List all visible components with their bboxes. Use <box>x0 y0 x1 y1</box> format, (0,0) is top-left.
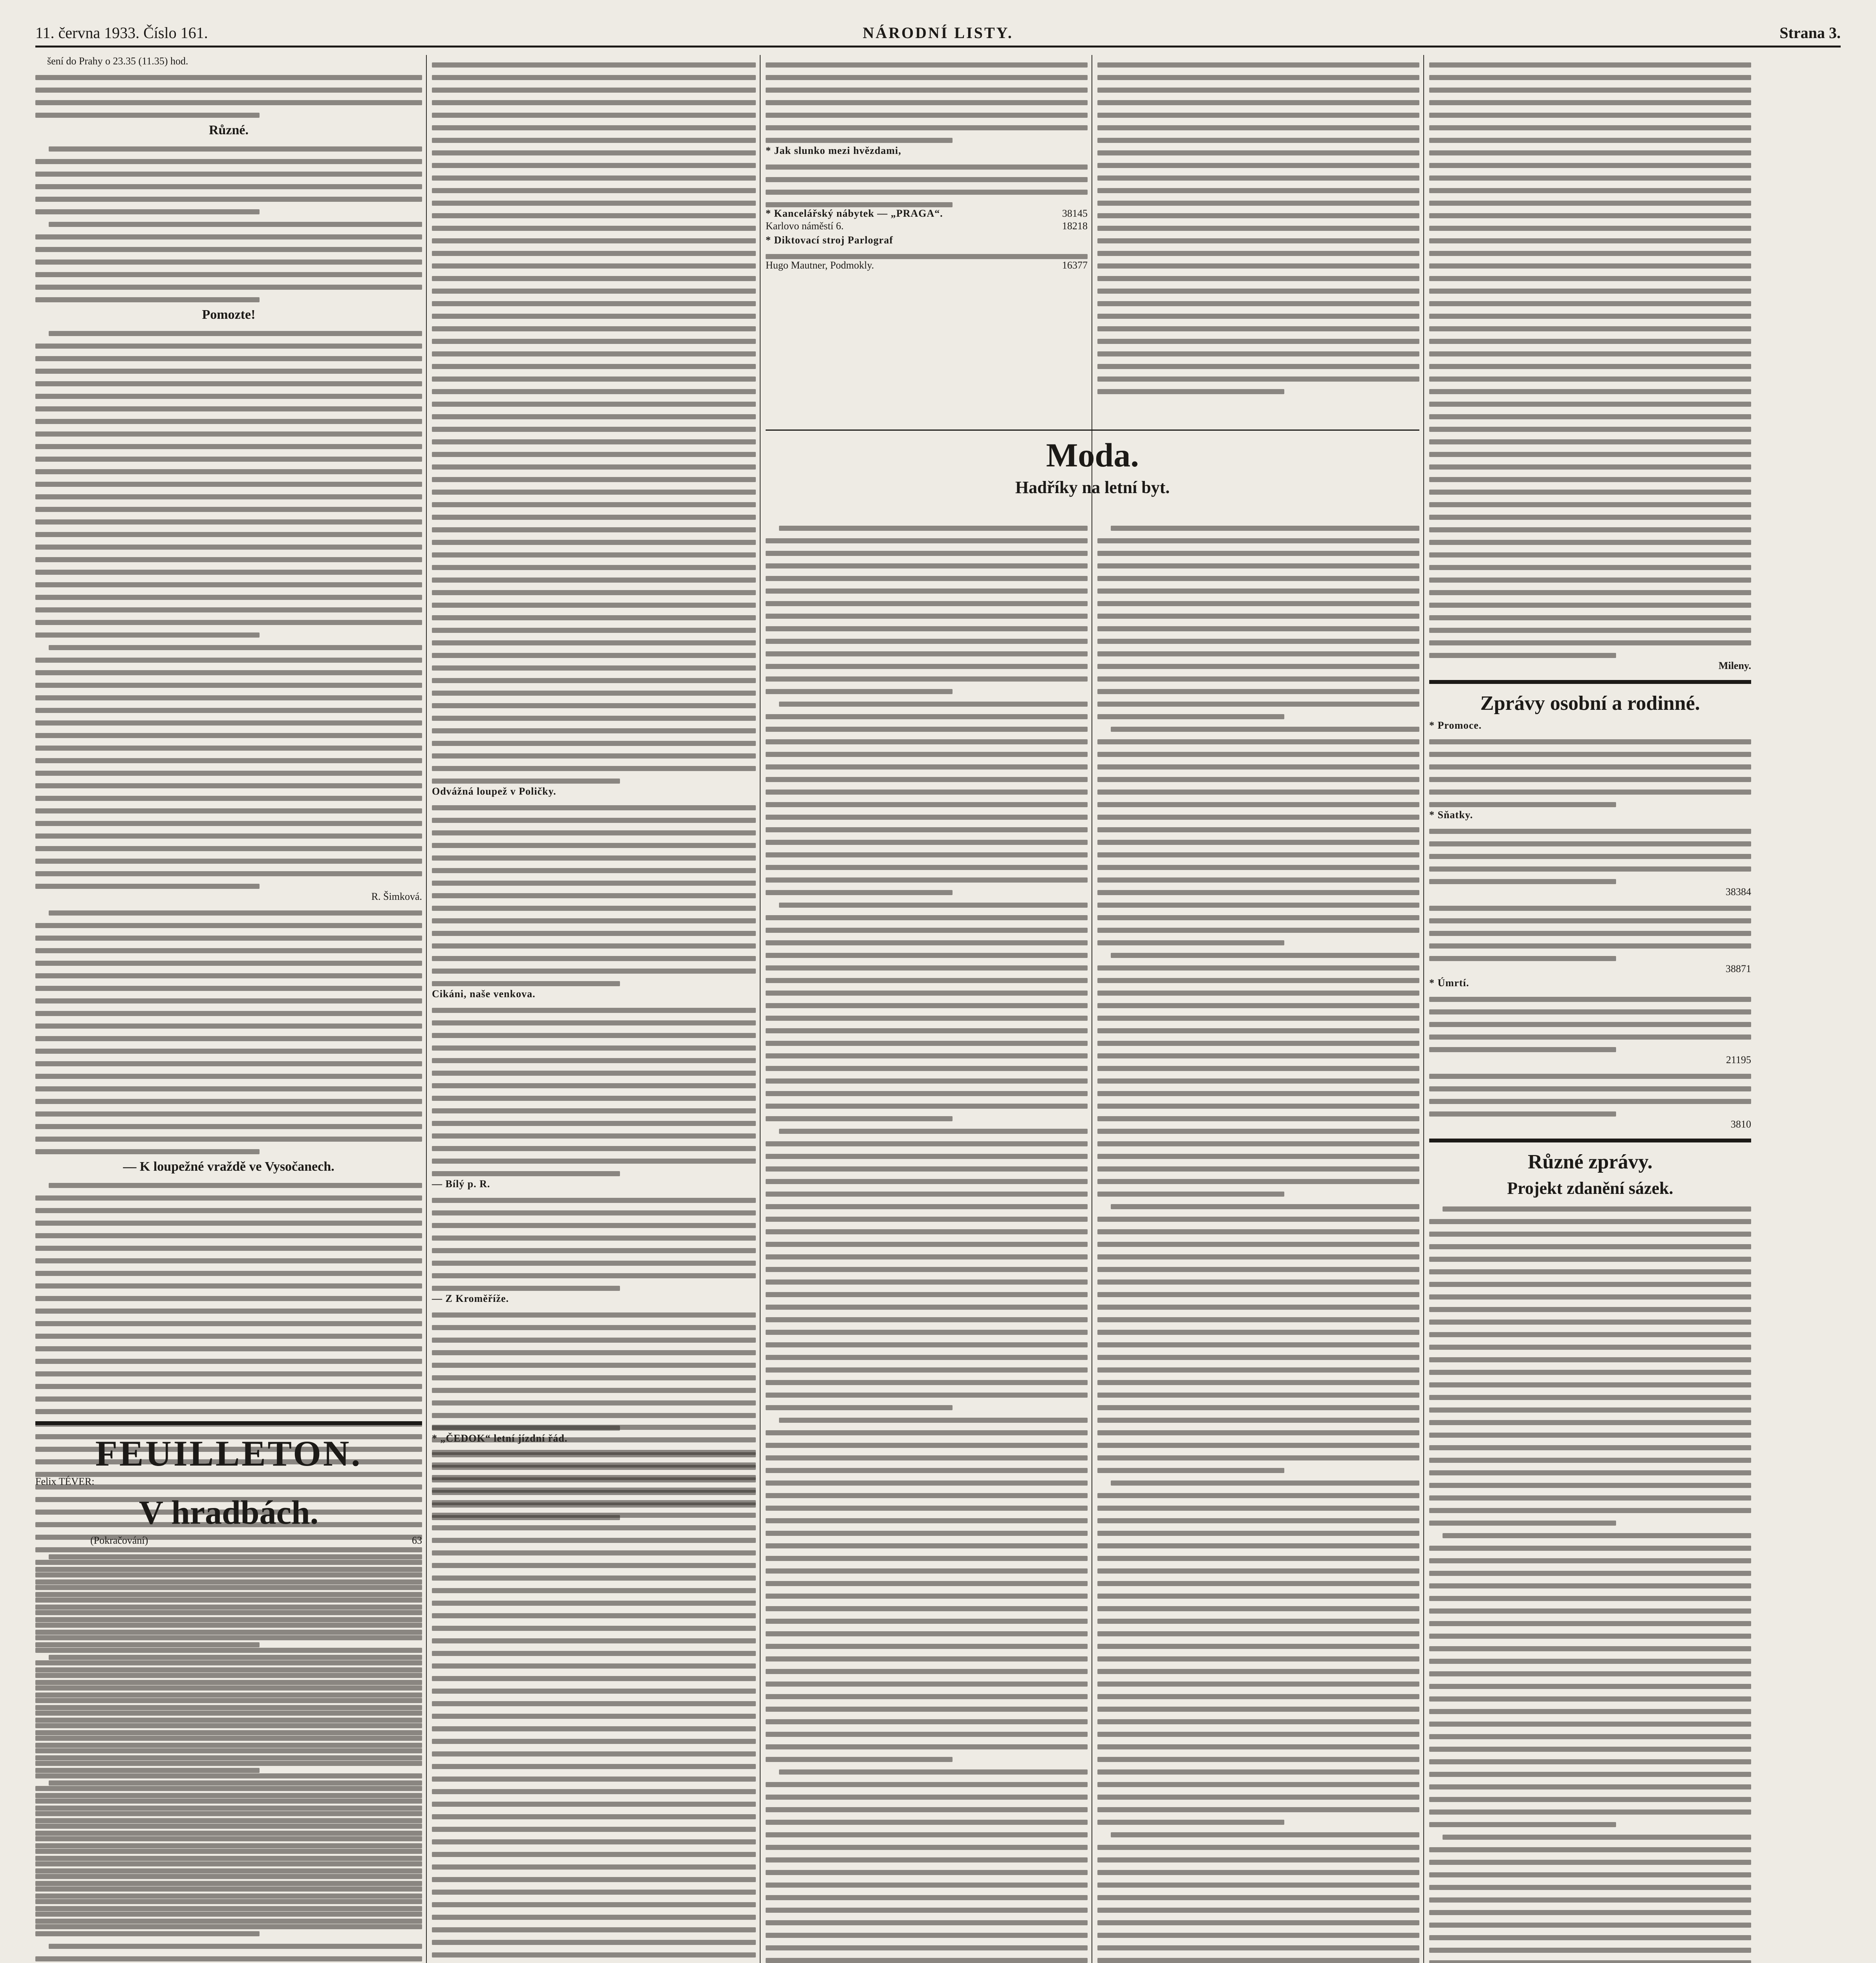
column-2 <box>432 55 756 1406</box>
text-block <box>432 1008 756 1176</box>
notice-number: 38871 <box>1726 963 1751 974</box>
issue-date: 11. června 1933. Číslo 161. <box>35 24 208 42</box>
column-4-top <box>1097 55 1419 420</box>
feuilleton-author: Felix TÉVER: <box>35 1476 95 1487</box>
text-block <box>432 62 756 784</box>
column-3-top <box>766 55 1088 420</box>
text-block <box>35 146 422 302</box>
article-intro: šení do Prahy o 23.35 (11.35) hod. <box>47 55 188 67</box>
section-heading-moda: Moda. <box>1046 436 1139 474</box>
section-heading-odvazna: Odvážná loupež v Poličky. <box>432 786 556 797</box>
subheading-promoce: * Promoce. <box>1429 720 1482 731</box>
column-1 <box>35 55 422 1409</box>
text-block <box>1097 62 1419 394</box>
signature: R. Šimková. <box>371 891 422 902</box>
subheading-umrti: * Úmrtí. <box>1429 977 1469 989</box>
notice-number: 21195 <box>1726 1054 1751 1066</box>
text-block <box>1429 829 1751 884</box>
section-heading-ruzne: Různé. <box>208 123 249 137</box>
text-block <box>432 1312 756 1431</box>
text-block <box>432 805 756 986</box>
divider <box>35 1421 422 1425</box>
column-4 <box>1097 518 1419 1963</box>
text-block <box>1429 906 1751 961</box>
ad-parlograf: * Diktovací stroj Parlograf <box>766 234 893 246</box>
text-block <box>35 1554 422 1963</box>
column-rule <box>426 55 427 1963</box>
notice-number: 38384 <box>1726 886 1751 897</box>
text-block <box>432 1425 756 1963</box>
section-heading-zpravy: Zprávy osobní a rodinné. <box>1480 692 1700 715</box>
feuilleton-chapter: 63 <box>412 1535 422 1546</box>
text-block <box>1429 62 1751 658</box>
section-heading-loupezne: — K loupežné vraždě ve Vysočanech. <box>123 1159 335 1174</box>
article-heading-projekt: Projekt zdanění sázek. <box>1507 1179 1673 1198</box>
feuilleton-continued: (Pokračování) <box>90 1535 148 1546</box>
section-heading-pomozte: Pomozte! <box>202 307 256 322</box>
ad-row <box>766 259 1088 272</box>
text-block <box>35 75 422 118</box>
ad-heading: * Jak slunko mezi hvězdami, <box>766 145 901 156</box>
column-2-lower <box>432 1417 756 1963</box>
page-header <box>35 22 1841 48</box>
text-block <box>432 1198 756 1291</box>
section-heading-ruzne-zpravy: Různé zprávy. <box>1528 1151 1653 1173</box>
text-block <box>1429 997 1751 1052</box>
text-block <box>766 526 1088 1963</box>
text-block <box>766 62 1088 143</box>
page-number: Strana 3. <box>1779 24 1841 42</box>
divider <box>1429 1139 1751 1142</box>
ad-praga: * Kancelářský nábytek — „PRAGA“. <box>766 208 943 219</box>
text-block <box>1429 1206 1751 1963</box>
text-block <box>1429 739 1751 807</box>
section-heading-kromerize: — Z Kroměříže. <box>432 1293 509 1304</box>
divider <box>1429 680 1751 684</box>
feuilleton-section <box>35 1413 422 1963</box>
signature: Mileny. <box>1718 660 1751 671</box>
feuilleton-label: FEUILLETON. <box>95 1433 362 1473</box>
ad-row <box>766 207 1088 220</box>
ad-number: 38145 <box>1062 208 1088 219</box>
column-rule <box>1423 55 1424 1963</box>
text-block <box>1429 1074 1751 1117</box>
section-heading-cikani: Cikáni, naše venkova. <box>432 988 536 1000</box>
subheading-snatky: * Sňatky. <box>1429 809 1473 821</box>
divider <box>766 430 1419 431</box>
ad-address: Karlovo náměstí 6. <box>766 220 844 232</box>
masthead: NÁRODNÍ LISTY. <box>863 24 1013 42</box>
article-heading-hadriky: Hadříky na letní byt. <box>1015 478 1170 497</box>
column-5 <box>1429 55 1751 1963</box>
text-block <box>766 164 1088 207</box>
text-block <box>766 254 1088 259</box>
text-block <box>35 331 422 889</box>
ad-mautner: Hugo Mautner, Podmokly. <box>766 260 874 271</box>
section-heading-bily: — Bílý p. R. <box>432 1178 490 1190</box>
ad-row <box>766 220 1088 232</box>
text-block <box>35 910 422 1154</box>
column-rule <box>760 55 761 1963</box>
notice-number: 3810 <box>1731 1119 1751 1130</box>
moda-header <box>766 424 1419 510</box>
text-block <box>1097 526 1419 1963</box>
ad-number: 16377 <box>1062 260 1088 271</box>
column-3 <box>766 518 1088 1963</box>
feuilleton-title: V hradbách. <box>139 1493 319 1531</box>
ad-number: 18218 <box>1062 220 1088 232</box>
